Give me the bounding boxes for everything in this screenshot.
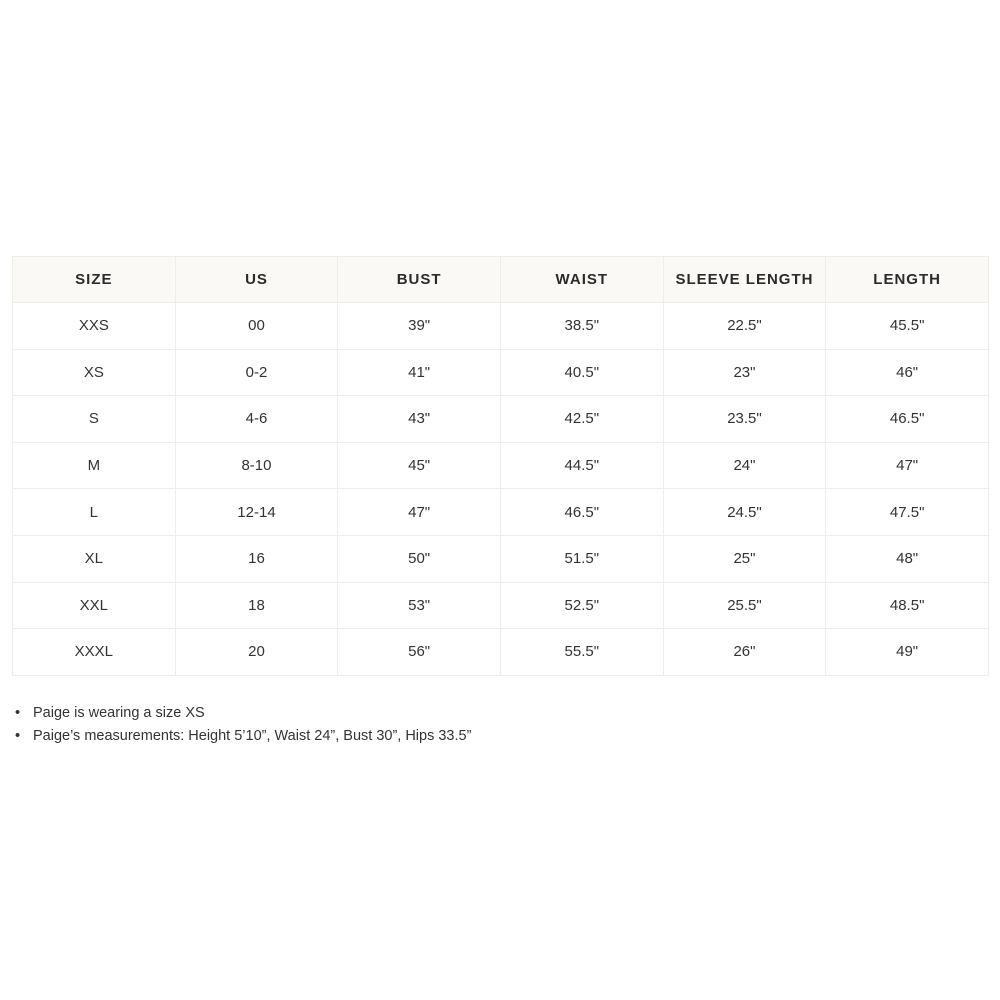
cell-waist: 40.5"	[500, 349, 663, 396]
size-chart-header	[13, 257, 989, 303]
cell-waist: 46.5"	[500, 489, 663, 536]
fit-notes-list	[12, 702, 471, 748]
cell-bust: 41"	[338, 349, 501, 396]
note-model-size: Paige is wearing a size XS	[33, 705, 205, 721]
cell-size: S	[13, 396, 176, 443]
cell-sleeve-length: 22.5"	[663, 303, 826, 350]
header-waist: WAIST	[500, 257, 663, 303]
cell-us: 00	[175, 303, 338, 350]
table-row	[13, 489, 989, 536]
table-row	[13, 303, 989, 350]
size-chart-table	[12, 256, 989, 676]
cell-us: 20	[175, 629, 338, 676]
cell-length: 46.5"	[826, 396, 989, 443]
cell-sleeve-length: 25.5"	[663, 582, 826, 629]
cell-size: L	[13, 489, 176, 536]
cell-waist: 44.5"	[500, 442, 663, 489]
bullet-icon: •	[15, 705, 21, 721]
table-row	[13, 442, 989, 489]
cell-length: 45.5"	[826, 303, 989, 350]
cell-us: 0-2	[175, 349, 338, 396]
cell-us: 12-14	[175, 489, 338, 536]
header-row	[13, 257, 989, 303]
cell-bust: 47"	[338, 489, 501, 536]
cell-sleeve-length: 23"	[663, 349, 826, 396]
cell-size: XXS	[13, 303, 176, 350]
cell-length: 47.5"	[826, 489, 989, 536]
cell-size: XS	[13, 349, 176, 396]
table-row	[13, 535, 989, 582]
cell-waist: 55.5"	[500, 629, 663, 676]
cell-sleeve-length: 25"	[663, 535, 826, 582]
cell-size: XXL	[13, 582, 176, 629]
note-model-measurements: Paige’s measurements: Height 5’10”, Waist 24”, Bust 30”, Hips 33.5”	[33, 728, 472, 744]
cell-us: 4-6	[175, 396, 338, 443]
cell-waist: 42.5"	[500, 396, 663, 443]
list-item	[12, 725, 471, 748]
cell-length: 46"	[826, 349, 989, 396]
table-row	[13, 396, 989, 443]
cell-waist: 52.5"	[500, 582, 663, 629]
cell-length: 48"	[826, 535, 989, 582]
list-item	[12, 702, 471, 725]
table-row	[13, 629, 989, 676]
cell-bust: 50"	[338, 535, 501, 582]
cell-sleeve-length: 24.5"	[663, 489, 826, 536]
header-bust: BUST	[338, 257, 501, 303]
cell-sleeve-length: 26"	[663, 629, 826, 676]
cell-size: M	[13, 442, 176, 489]
header-length: LENGTH	[826, 257, 989, 303]
cell-length: 47"	[826, 442, 989, 489]
bullet-icon: •	[15, 728, 21, 744]
cell-length: 49"	[826, 629, 989, 676]
cell-sleeve-length: 23.5"	[663, 396, 826, 443]
cell-size: XL	[13, 535, 176, 582]
table-row	[13, 582, 989, 629]
cell-sleeve-length: 24"	[663, 442, 826, 489]
size-chart-body	[13, 303, 989, 676]
cell-bust: 53"	[338, 582, 501, 629]
cell-waist: 38.5"	[500, 303, 663, 350]
cell-size: XXXL	[13, 629, 176, 676]
header-sleeve-length: SLEEVE LENGTH	[663, 257, 826, 303]
cell-us: 8-10	[175, 442, 338, 489]
header-us: US	[175, 257, 338, 303]
cell-us: 18	[175, 582, 338, 629]
table-row	[13, 349, 989, 396]
cell-length: 48.5"	[826, 582, 989, 629]
cell-bust: 56"	[338, 629, 501, 676]
cell-waist: 51.5"	[500, 535, 663, 582]
header-size: SIZE	[13, 257, 176, 303]
cell-bust: 39"	[338, 303, 501, 350]
cell-bust: 43"	[338, 396, 501, 443]
cell-bust: 45"	[338, 442, 501, 489]
cell-us: 16	[175, 535, 338, 582]
